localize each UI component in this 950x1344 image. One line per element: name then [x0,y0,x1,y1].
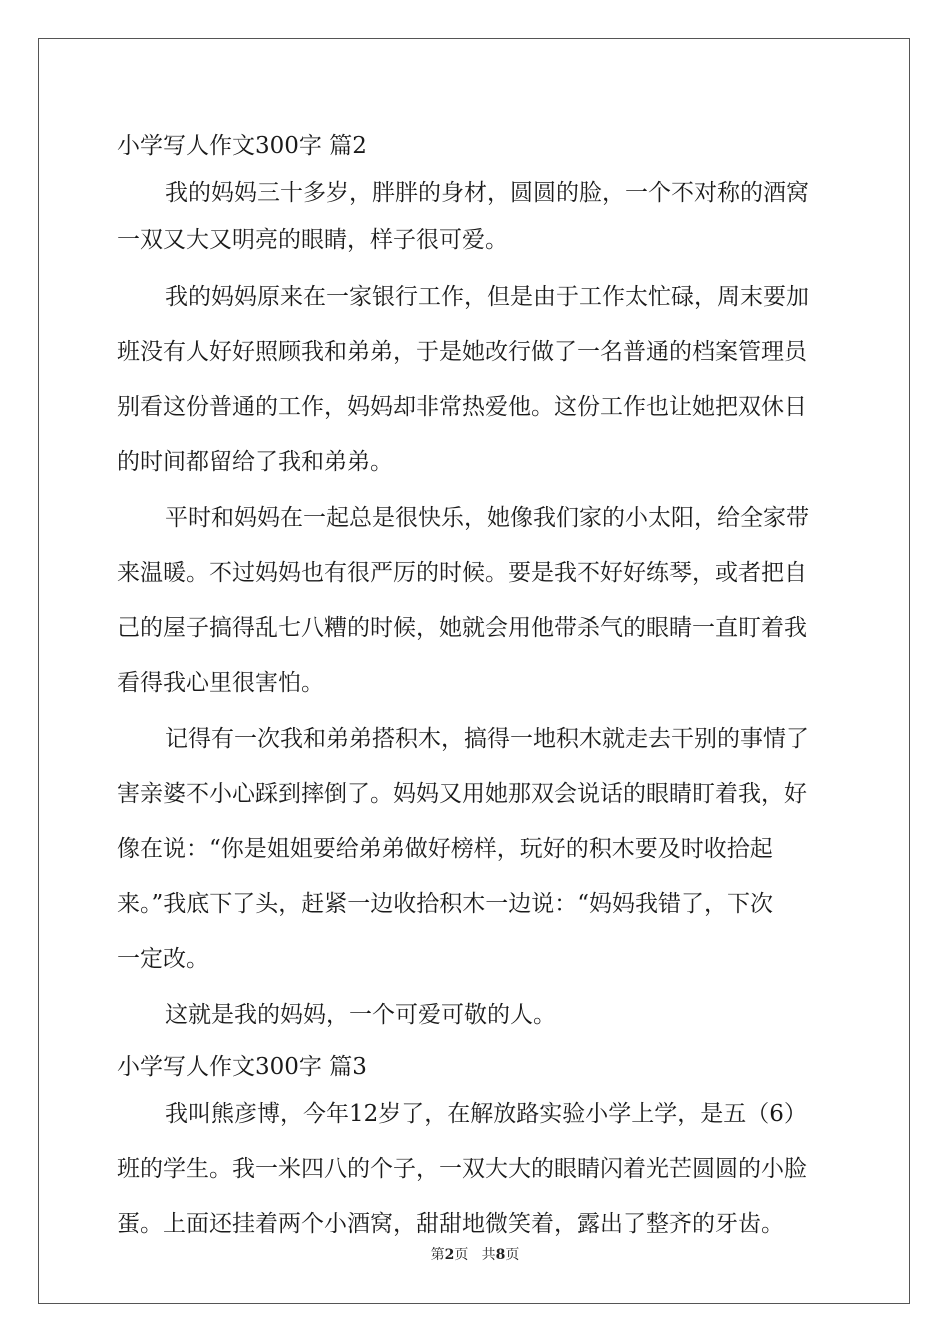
footer-page-suffix: 页 [454,1247,469,1263]
current-page-number: 2 [444,1247,455,1263]
paragraph-line: 我叫熊彦博，今年12岁了，在解放路实验小学上学，是五（6） [165,1101,807,1127]
paragraph-line: 一定改。 [117,946,209,972]
paragraph-line: 别看这份普通的工作，妈妈却非常热爱他。这份工作也让她把双休日 [117,394,807,420]
footer-total-prefix: 共 [481,1247,496,1263]
paragraph-line: 班没有人好好照顾我和弟弟，于是她改行做了一名普通的档案管理员 [117,339,807,365]
paragraph-line: 我的妈妈原来在一家银行工作，但是由于工作太忙碌，周末要加 [165,284,809,310]
paragraph-line: 来。”我底下了头，赶紧一边收拾积木一边说：“妈妈我错了，下次 [117,891,774,917]
paragraph-line: 像在说：“你是姐姐要给弟弟做好榜样，玩好的积木要及时收拾起 [117,836,773,862]
footer-total-suffix: 页 [505,1247,520,1263]
section-heading: 小学写人作文300字 篇2 [117,133,367,159]
paragraph-line: 一双又大又明亮的眼睛，样子很可爱。 [117,227,508,253]
section-heading: 小学写人作文300字 篇3 [117,1054,367,1080]
paragraph-line: 蛋。上面还挂着两个小酒窝，甜甜地微笑着，露出了整齐的牙齿。 [117,1211,784,1237]
paragraph-line: 班的学生。我一米四八的个子，一双大大的眼睛闪着光芒圆圆的小脸 [117,1156,807,1182]
paragraph-line: 己的屋子搞得乱七八糟的时候，她就会用他带杀气的眼睛一直盯着我 [117,615,807,641]
paragraph-line: 记得有一次我和弟弟搭积木，搞得一地积木就走去干别的事情了 [165,726,809,752]
paragraph-line: 的时间都留给了我和弟弟。 [117,449,393,475]
paragraph-line: 看得我心里很害怕。 [117,670,324,696]
paragraph-line: 害亲婆不小心踩到摔倒了。妈妈又用她那双会说话的眼睛盯着我，好 [117,781,807,807]
total-pages-number: 8 [495,1247,506,1263]
paragraph-line: 我的妈妈三十多岁，胖胖的身材，圆圆的脸，一个不对称的酒窝 [165,180,809,206]
page-footer [0,1244,950,1264]
footer-prefix: 第 [430,1247,445,1263]
paragraph-line: 平时和妈妈在一起总是很快乐，她像我们家的小太阳，给全家带 [165,505,809,531]
paragraph-line: 来温暖。不过妈妈也有很严厉的时候。要是我不好好练琴，或者把自 [117,560,807,586]
paragraph-line: 这就是我的妈妈，一个可爱可敬的人。 [165,1002,556,1028]
